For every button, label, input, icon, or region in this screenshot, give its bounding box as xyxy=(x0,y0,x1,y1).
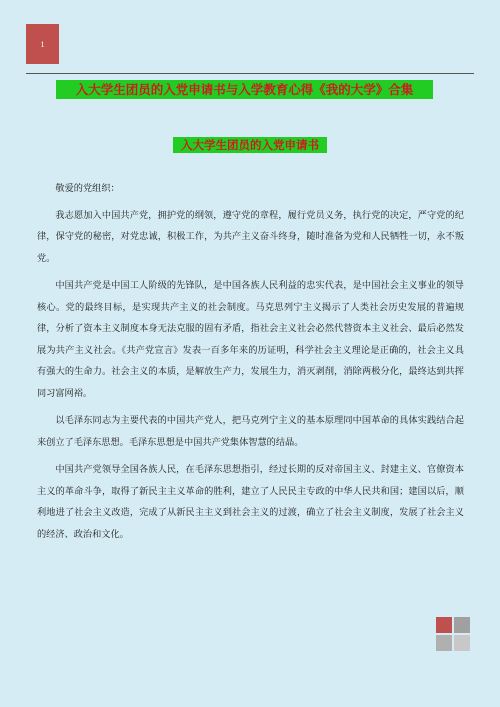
decoration-square xyxy=(454,617,470,633)
decoration-square xyxy=(454,635,470,651)
decoration-square xyxy=(436,617,452,633)
document-body xyxy=(37,178,464,551)
paragraph: 我志愿加入中国共产党，拥护党的纲领，遵守党的章程，履行党员义务，执行党的决定，严守党的纪律，保守党的秘密，对党忠诚，积极工作，为共产主义奋斗终身，随时准备为党和人民牺牲一切，永不叛党。 xyxy=(37,209,464,264)
header-rule xyxy=(26,73,474,74)
section-title: 入大学生团员的入党申请书 xyxy=(173,137,327,153)
page-number-badge xyxy=(26,24,59,64)
salutation: 敬爱的党组织： xyxy=(55,183,120,194)
paragraph: 中国共产党领导全国各族人民，在毛泽东思想指引，经过长期的反对帝国主义、封建主义、官僚资本主义的革命斗争，取得了新民主主义革命的胜利，建立了人民民主专政的中华人民共和国；建国以后，顺利地进了社会主义改造，完成了从新民主主义到社会主义的过渡，确立了社会主义制度，发展了社会主义的经济、政治和文化。 xyxy=(37,464,464,540)
paragraph: 中国共产党是中国工人阶级的先锋队，是中国各族人民利益的忠实代表，是中国社会主义事业的领导核心。党的最终目标，是实现共产主义的社会制度。马克思列宁主义揭示了人类社会历史发展的普遍规律，分析了资本主义制度本身无法克服的固有矛盾，指社会主义社会必然代替资本主义社会、最后必然发展为共产主义社会。《共产党宣言》发表一百多年来的历证明，科学社会主义理论是正确的，社会主义具有强大的生命力。社会主义的本质，是解放生产力，发展生力，消灭剥削，消除两极分化，最终达到共挥同习富网裕。 xyxy=(37,280,464,399)
corner-decoration xyxy=(436,617,470,651)
paragraph: 以毛泽东同志为主要代表的中国共产党人，把马克列宁主义的基本原理同中国革命的具体实践结合起来创立了毛泽东思想。毛泽东思想是中国共产党集体智慧的结晶。 xyxy=(37,415,464,448)
decoration-square xyxy=(436,635,452,651)
document-title: 入大学生团员的入党申请书与入学教育心得《我的大学》合集 xyxy=(56,80,433,99)
page-number: 1 xyxy=(40,40,45,49)
